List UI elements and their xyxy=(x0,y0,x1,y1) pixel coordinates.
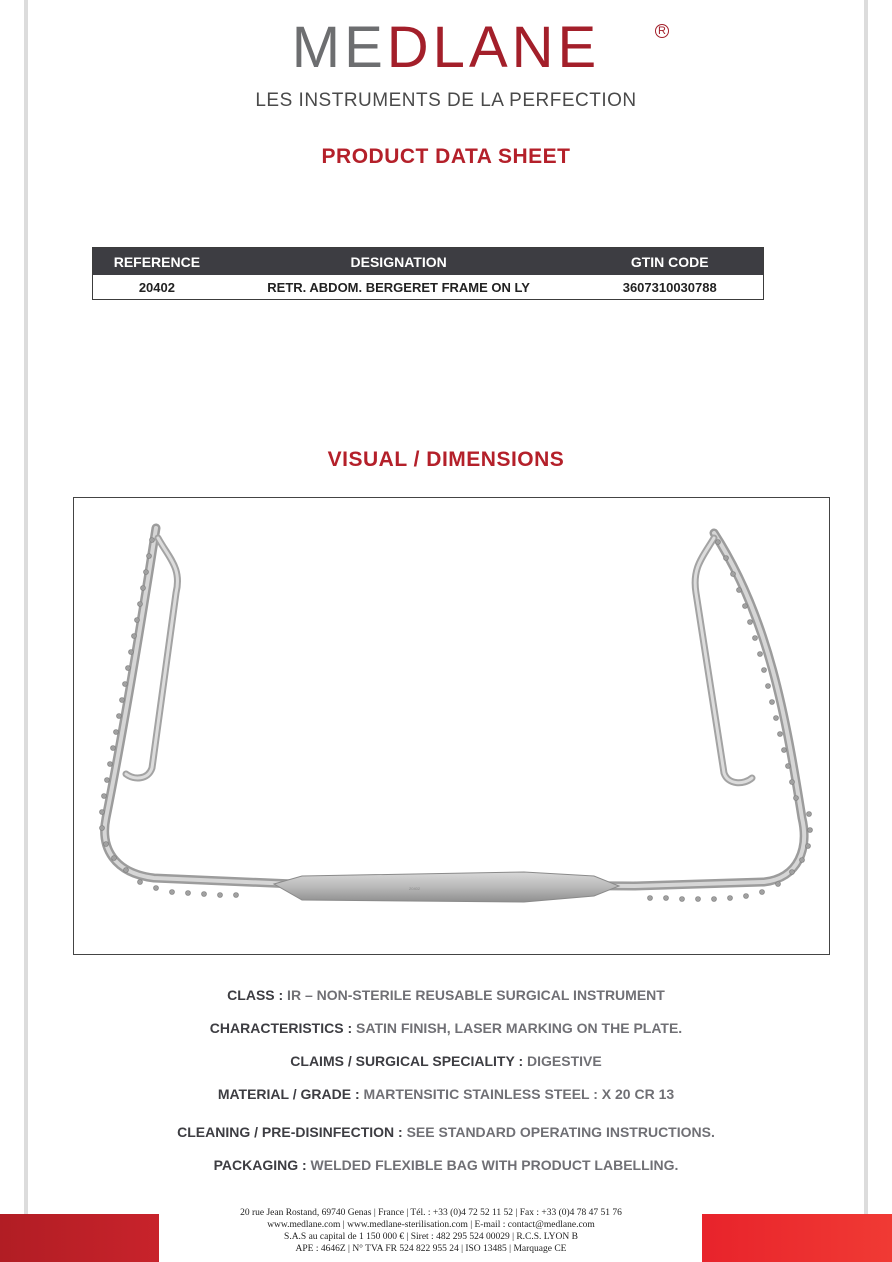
svg-text:20402: 20402 xyxy=(409,886,421,891)
footer-address: 20 rue Jean Rostand, 69740 Genas | France | Tél. : +33 (0)4 72 52 11 52 | Fax : +33 (0)4 78 47 51 76 xyxy=(240,1208,622,1218)
cell-gtin: 3607310030788 xyxy=(622,279,717,295)
footer-registration: APE : 4646Z | N° TVA FR 524 822 955 24 | ISO 13485 | Marquage CE xyxy=(295,1244,567,1254)
spec-characteristics: CHARACTERISTICS : SATIN FINISH, LASER MARKING ON THE PLATE. xyxy=(209,1020,683,1036)
logo-part-red: DLANE xyxy=(386,15,601,80)
spec-class: CLASS : IR – NON-STERILE REUSABLE SURGICAL INSTRUMENT xyxy=(227,987,665,1003)
visual-dimensions-title: VISUAL / DIMENSIONS xyxy=(327,448,565,471)
product-reference-table xyxy=(92,247,764,300)
footer-web: www.medlane.com | www.medlane-sterilisation.com | E-mail : contact@medlane.com xyxy=(267,1220,595,1230)
spec-claims: CLAIMS / SURGICAL SPECIALITY : DIGESTIVE xyxy=(290,1053,602,1069)
medlane-logo xyxy=(0,14,892,82)
cell-designation: RETR. ABDOM. BERGERET FRAME ON LY xyxy=(267,279,530,295)
header-reference: REFERENCE xyxy=(93,248,221,276)
spec-packaging: PACKAGING : WELDED FLEXIBLE BAG WITH PRODUCT LABELLING. xyxy=(213,1157,679,1173)
product-data-sheet-title: PRODUCT DATA SHEET xyxy=(321,145,571,168)
product-visual-frame xyxy=(73,497,830,955)
logo-wordmark xyxy=(292,14,600,82)
footer-bar-left xyxy=(0,1214,159,1262)
footer-bar-right xyxy=(702,1214,892,1262)
table-header-row xyxy=(93,248,764,276)
header-gtin: GTIN CODE xyxy=(576,248,763,276)
retractor-frame-image xyxy=(74,498,831,956)
spec-material: MATERIAL / GRADE : MARTENSITIC STAINLESS STEEL : X 20 CR 13 xyxy=(217,1086,675,1102)
registered-mark: R xyxy=(655,24,669,38)
spec-cleaning: CLEANING / PRE-DISINFECTION : SEE STANDARD OPERATING INSTRUCTIONS. xyxy=(177,1124,715,1140)
product-specifications xyxy=(0,985,892,1188)
cell-reference: 20402 xyxy=(138,279,175,295)
header-designation: DESIGNATION xyxy=(221,248,577,276)
table-row xyxy=(93,275,764,300)
brand-tagline: LES INSTRUMENTS DE LA PERFECTION xyxy=(255,90,637,111)
logo-part-grey: ME xyxy=(291,15,387,80)
company-footer xyxy=(170,1207,692,1255)
footer-legal: S.A.S au capital de 1 150 000 € | Siret : 482 295 524 00029 | R.C.S. LYON B xyxy=(284,1232,578,1242)
